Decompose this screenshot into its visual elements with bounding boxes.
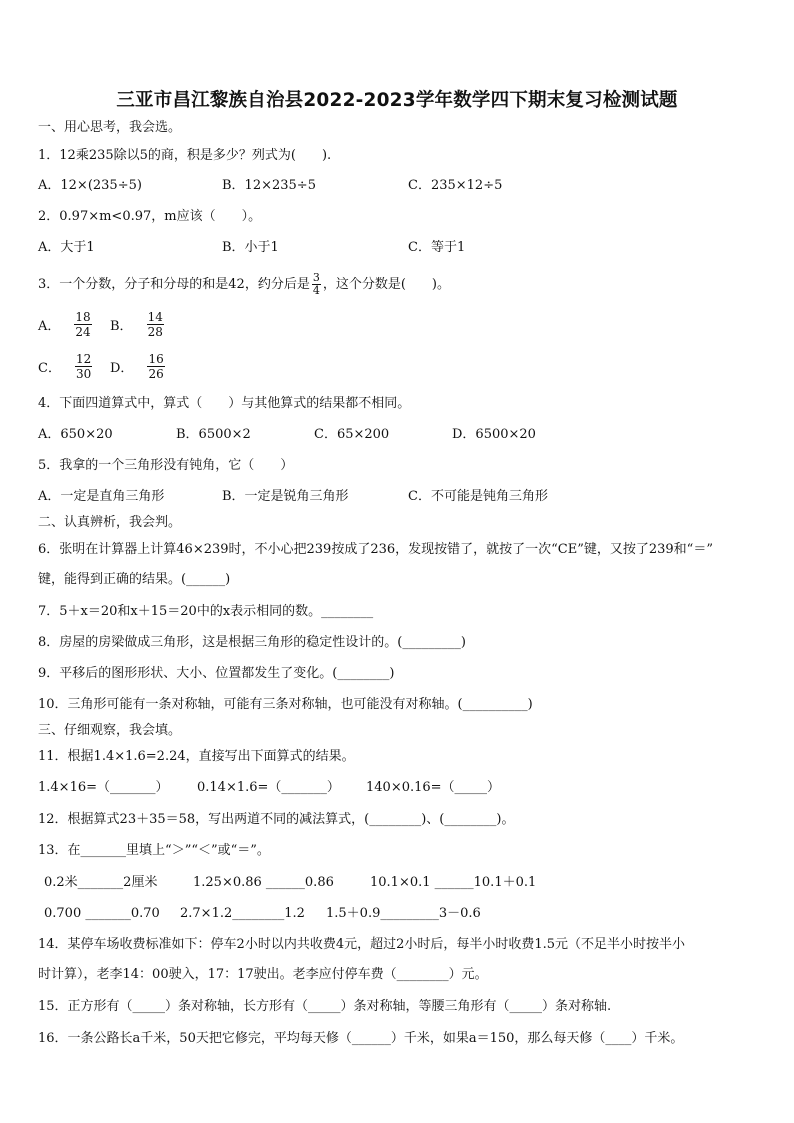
q3-option-d [110,352,167,381]
q11-item-3: 140×0.16=（_____） [366,780,501,795]
q3-fraction-numerator: 3 [312,271,320,284]
question-9: 9．平移后的图形形状、大小、位置都发生了变化。(________) [38,666,395,681]
q2-option-c: C．等于1 [408,240,466,255]
q3-option-d-fraction [147,352,164,381]
q3-option-b-fraction [147,310,164,339]
question-4: 4．下面四道算式中，算式（ ）与其他算式的结果都不相同。 [38,396,411,411]
section-heading-1: 一、用心思考，我会选。 [38,120,182,135]
q13-row2-item-3: 1.5＋0.9_________3－0.6 [326,906,481,921]
q5-option-b: B．一定是锐角三角形 [222,489,349,504]
q1-option-b: B．12×235÷5 [222,178,316,193]
section-heading-3: 三、仔细观察，我会填。 [38,723,182,738]
question-1: 1．12乘235除以5的商，积是多少？列式为( ). [38,148,332,163]
q4-option-c: C．65×200 [314,427,390,442]
question-11: 11．根据1.4×1.6=2.24，直接写出下面算式的结果。 [38,749,355,764]
q3-option-d-label: D． [110,361,134,376]
question-3 [38,272,450,297]
q3-option-a-label: A． [38,319,61,334]
q5-option-a: A．一定是直角三角形 [38,489,165,504]
q1-option-a: A．12×(235÷5) [38,178,142,193]
q3-fraction [312,272,321,297]
q13-row1-item-3: 10.1×0.1 ______10.1＋0.1 [370,875,537,890]
question-8: 8．房屋的房梁做成三角形，这是根据三角形的稳定性设计的。(_________) [38,635,466,650]
question-14-line-2: 时计算），老李14：00驶入，17：17驶出。老李应付停车费（________）元。 [38,967,488,982]
q5-option-c: C．不可能是钝角三角形 [408,489,548,504]
page-title: 三亚市昌江黎族自治县2022-2023学年数学四下期末复习检测试题 [116,90,678,111]
question-10: 10．三角形可能有一条对称轴，可能有三条对称轴，也可能没有对称轴。(__________) [38,697,533,712]
q4-option-d: D．6500×20 [452,427,536,442]
q3-option-c-numerator: 12 [75,352,92,366]
q3-option-a [38,310,94,339]
q3-option-c-fraction [75,352,92,381]
q3-option-c-label: C． [38,361,61,376]
question-5: 5．我拿的一个三角形没有钝角，它（ ） [38,458,294,473]
question-6-line-2: 键，能得到正确的结果。(______) [38,572,231,587]
q4-option-b: B．6500×2 [176,427,251,442]
q1-option-c: C．235×12÷5 [408,178,503,193]
question-6-line-1: 6．张明在计算器上计算46×239时，不小心把239按成了236，发现按错了，就按了一次“CE”键，又按了239和“＝” [38,542,713,557]
q2-option-a: A．大于1 [38,240,95,255]
q2-option-b: B．小于1 [222,240,279,255]
question-2: 2．0.97×m<0.97，m应该（ ）。 [38,209,262,224]
q3-text-after: ，这个分数是( )。 [322,276,450,292]
q13-row1-item-1: 0.2米_______2厘米 [44,875,158,890]
q3-option-b-numerator: 14 [147,310,163,324]
q13-row2-item-1: 0.700 _______0.70 [44,906,160,921]
q3-option-a-fraction [74,310,91,339]
q3-option-c-denominator: 30 [75,367,92,381]
q3-option-d-numerator: 16 [148,352,164,366]
q3-option-b [110,310,166,339]
q3-option-c [38,352,94,381]
q3-option-b-label: B． [110,319,133,334]
section-heading-2: 二、认真辨析，我会判。 [38,515,182,530]
question-13: 13．在_______里填上“＞”“＜”或“＝”。 [38,843,270,858]
q13-row2-item-2: 2.7×1.2________1.2 [180,906,305,921]
q3-option-b-denominator: 28 [147,325,163,339]
question-14-line-1: 14．某停车场收费标准如下：停车2小时以内共收费4元，超过2小时后，每半小时收费1.5元（不足半小时按半小 [38,937,686,952]
question-15: 15．正方形有（_____）条对称轴，长方形有（_____）条对称轴，等腰三角形有（_____）条对称轴. [38,999,612,1014]
q13-row1-item-2: 1.25×0.86 ______0.86 [193,875,334,890]
q3-option-a-denominator: 24 [75,325,91,339]
q3-text-before: 3．一个分数，分子和分母的和是42，约分后是 [38,276,310,292]
q3-option-a-numerator: 18 [75,310,91,324]
q4-option-a: A．650×20 [38,427,113,442]
q3-fraction-denominator: 4 [312,284,320,297]
q3-option-d-denominator: 26 [148,367,164,381]
q11-item-2: 0.14×1.6=（_______） [197,780,340,795]
question-12: 12．根据算式23＋35＝58，写出两道不同的减法算式，(________)、(________)。 [38,812,515,827]
q11-item-1: 1.4×16=（_______） [38,780,169,795]
question-7: 7．5＋x＝20和x＋15＝20中的x表示相同的数。________ [38,604,374,619]
question-16: 16．一条公路长a千米，50天把它修完，平均每天修（______）千米，如果a＝150，那么每天修（____）千米。 [38,1031,684,1046]
